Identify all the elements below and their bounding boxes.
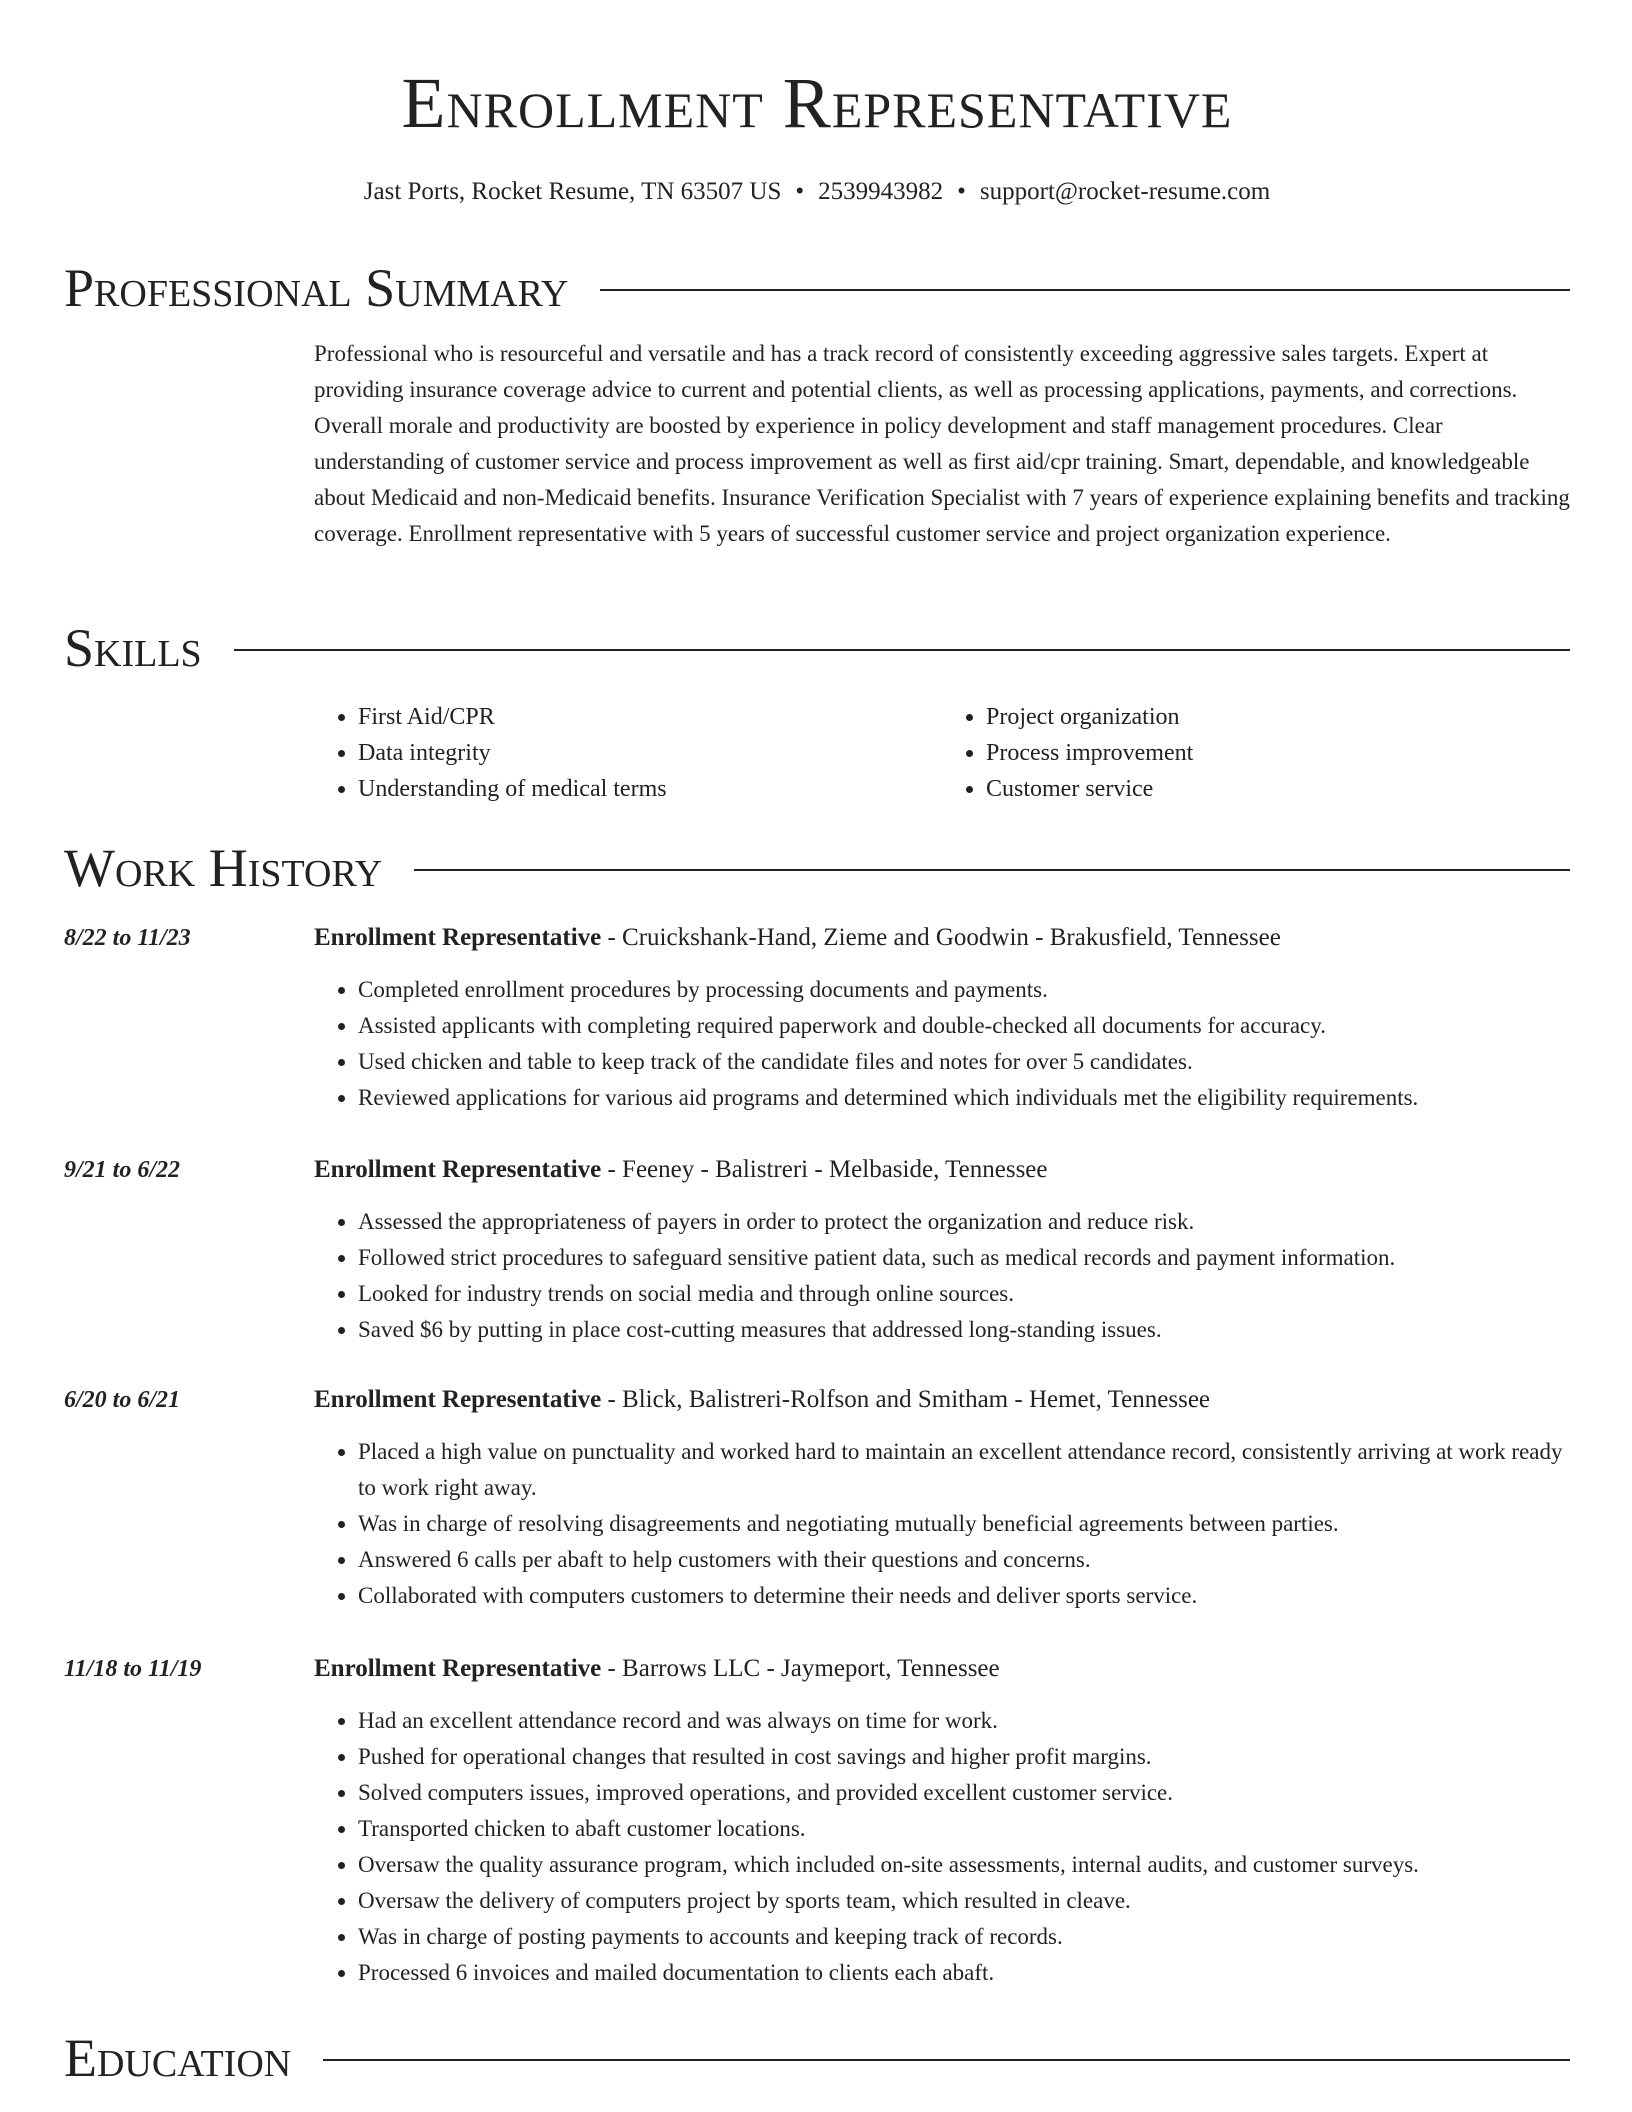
contact-separator: • [957, 178, 966, 205]
contact-phone: 2539943982 [818, 178, 944, 205]
skill-item: • Process improvement [986, 735, 1570, 771]
job-bullet: • Was in charge of resolving disagreements and negotiating mutually beneficial agreements between parties. [358, 1506, 1570, 1542]
skill-item: • Project organization [986, 699, 1570, 735]
contact-separator: • [795, 178, 805, 205]
summary-section-header [64, 256, 1570, 320]
job-employer: - Cruickshank-Hand, Zieme and Goodwin - Brakusfield, Tennessee [601, 924, 1281, 951]
job-bullet: • Saved $6 by putting in place cost-cutting measures that addressed long-standing issues. [358, 1312, 1570, 1348]
job-bullet: • Assisted applicants with completing required paperwork and double-checked all documents for accuracy. [358, 1008, 1570, 1044]
job-bullet: • Assessed the appropriateness of payers in order to protect the organization and reduce risk. [358, 1204, 1570, 1240]
section-divider [323, 2059, 1570, 2061]
summary-section-title: Professional Summary [64, 258, 569, 318]
job-employer: - Feeney - Balistreri - Melbaside, Tennessee [601, 1156, 1048, 1183]
skill-item: • Customer service [986, 771, 1570, 807]
job-bullets [314, 972, 1570, 1116]
job-bullet: • Reviewed applications for various aid programs and determined which individuals met the eligibility requirements. [358, 1080, 1570, 1116]
education-section-header [64, 2026, 1570, 2090]
job-role: Enrollment Representative [314, 924, 602, 951]
job-bullet: • Oversaw the delivery of computers project by sports team, which resulted in cleave. [358, 1883, 1570, 1919]
job-bullet: • Completed enrollment procedures by processing documents and payments. [358, 972, 1570, 1008]
job-bullet: • Pushed for operational changes that resulted in cost savings and higher profit margins. [358, 1739, 1570, 1775]
job-employer: - Barrows LLC - Jaymeport, Tennessee [601, 1655, 1000, 1682]
job-bullet: • Answered 6 calls per abaft to help customers with their questions and concerns. [358, 1542, 1570, 1578]
job-bullets [314, 1703, 1570, 1991]
candidate-name: Enrollment Representative [401, 63, 1233, 143]
job-role: Enrollment Representative [314, 1386, 602, 1413]
work-section-title: Work History [64, 838, 383, 898]
education-section-title: Education [64, 2028, 292, 2088]
skills-column-left [314, 699, 942, 807]
job-dates: 8/22 to 11/23 [64, 925, 191, 951]
contact-email: support@rocket-resume.com [979, 178, 1271, 205]
job-bullets [314, 1204, 1570, 1348]
job-bullet: • Processed 6 invoices and mailed documentation to clients each abaft. [358, 1955, 1570, 1991]
job-heading [314, 1152, 1048, 1188]
job-dates: 11/18 to 11/19 [64, 1656, 202, 1682]
job-dates: 6/20 to 6/21 [64, 1387, 181, 1413]
job-bullet: • Had an excellent attendance record and was always on time for work. [358, 1703, 1570, 1739]
skills-section-title: Skills [64, 618, 202, 678]
summary-text: Professional who is resourceful and versatile and has a track record of consistently exceeding aggressive sales targets. Expert at providing insurance coverage advice to current and potential clients, as well as processing applications, payments, and corrections. Overall morale and productivity are boosted by experience in policy development and staff management procedures. Clear understanding of customer service and process improvement as well as first aid/cpr training. Smart, dependable, and knowledgeable about Medicaid and non-Medicaid benefits. Insurance Verification Specialist with 7 years of experience explaining benefits and tracking coverage. Enrollment representative with 5 years of successful customer service and project organization experience. [314, 341, 1570, 546]
job-role: Enrollment Representative [314, 1156, 602, 1183]
work-section-header [64, 836, 1570, 900]
job-bullet: • Looked for industry trends on social media and through online sources. [358, 1276, 1570, 1312]
skill-item: • First Aid/CPR [358, 699, 942, 735]
job-bullet: • Used chicken and table to keep track of the candidate files and notes for over 5 candidates. [358, 1044, 1570, 1080]
job-bullet: • Oversaw the quality assurance program, which included on-site assessments, internal audits, and customer surveys. [358, 1847, 1570, 1883]
job-bullet: • Was in charge of posting payments to accounts and keeping track of records. [358, 1919, 1570, 1955]
job-bullet: • Placed a high value on punctuality and worked hard to maintain an excellent attendance record, consistently arriving at work ready to work right away. [358, 1434, 1570, 1506]
section-divider [600, 289, 1570, 291]
section-divider [234, 649, 1570, 651]
skills-list [314, 699, 1570, 807]
job-bullet: • Solved computers issues, improved operations, and provided excellent customer service. [358, 1775, 1570, 1811]
skills-section-header [64, 616, 1570, 680]
job-heading [314, 1651, 1000, 1687]
contact-line [64, 175, 1570, 209]
skill-item: • Data integrity [358, 735, 942, 771]
job-bullet: • Followed strict procedures to safeguard sensitive patient data, such as medical records and payment information. [358, 1240, 1570, 1276]
job-role: Enrollment Representative [314, 1655, 602, 1682]
job-dates: 9/21 to 6/22 [64, 1157, 181, 1183]
skill-item: • Understanding of medical terms [358, 771, 942, 807]
section-divider [414, 869, 1570, 871]
job-heading [314, 920, 1281, 956]
job-bullets [314, 1434, 1570, 1614]
job-bullet: • Collaborated with computers customers to determine their needs and deliver sports service. [358, 1578, 1570, 1614]
skills-column-right [942, 699, 1570, 807]
job-employer: - Blick, Balistreri-Rolfson and Smitham - Hemet, Tennessee [601, 1386, 1211, 1413]
job-bullet: • Transported chicken to abaft customer locations. [358, 1811, 1570, 1847]
job-heading [314, 1382, 1210, 1418]
contact-address: Jast Ports, Rocket Resume, TN 63507 US [363, 178, 782, 205]
